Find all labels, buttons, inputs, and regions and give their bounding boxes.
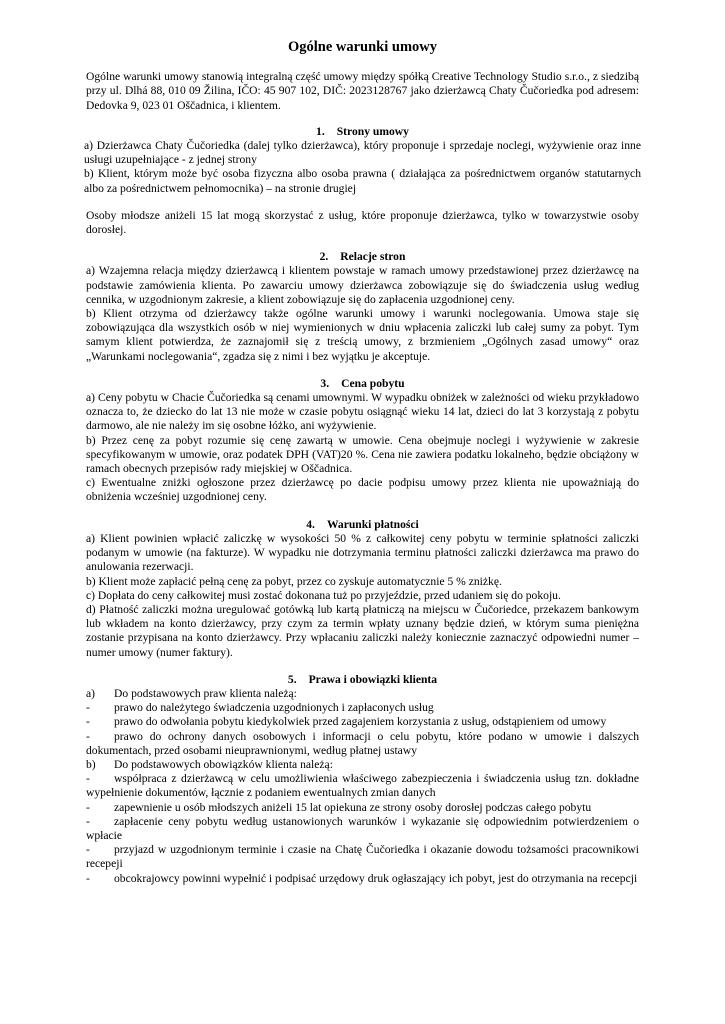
section-item: c) Ewentualne zniżki ogłoszone przez dzierżawcę po dacie podpisu umowy przez klienta nie upoważniają do obniżenia wcześniej uzgodnionej ceny. <box>86 476 639 504</box>
section-cena-pobytu <box>86 377 639 505</box>
list-item-wrapped: - przyjazd w uzgodnionym terminie i czasie na Chatę Čučoriedka i okazanie dowodu tożsamości pracownikowi recepeji <box>86 843 639 871</box>
section-heading: 5. Prawa i obowiązki klienta <box>287 672 438 686</box>
section-note: Osoby młodsze aniżeli 15 lat mogą skorzystać z usług, które proponuje dzierżawca, tylko w towarzystwie osoby dorosłej. <box>86 208 639 237</box>
section-item: c) Dopłata do ceny całkowitej musi zostać dokonana tuż po przyjeździe, przed udaniem się do pokoju. <box>86 588 561 602</box>
section-warunki-platnosci <box>86 518 639 660</box>
section-item: b) Klient otrzyma od dzierżawcy także ogólne warunki umowy i warunki noclegowania. Umowa staje się zobowiązująca dla wszystkich osób w niej wymienionych w dniu wpłacenia zaliczki lub całej sumy za pobyt. Tym samym klient potwierdza, że zaznajomił się z treścią umowy, z brzmieniem „Ogólnych zasad umowy“ oraz „Warunkami noclegowania“, zgadza się z nimi i bez wyjątku je akceptuje. <box>86 307 639 363</box>
section-item: b) Przez cenę za pobyt rozumie się cenę zawartą w umowie. Cena obejmuje noclegi i wyżywienie w zakresie specyfikowanym w umowie, oraz podatek DPH (VAT)20 %. Cena nie zawiera podatku lokalneho, będzie obciążony w ramach obecnych przepisów rady miejskiej w Oščadnica. <box>86 433 639 476</box>
section-item: a) Dzierżawca Chaty Čučoriedka (dalej tylko dzierżawca), który proponuje i sprzedaje noclegi, wyżywienie oraz inne usługi uzupełniające - z jednej strony <box>84 139 641 167</box>
section-heading: 4. Warunki płatności <box>306 517 419 531</box>
section-item: a) Klient powinien wpłacić zaliczkę w wysokości 50 % z całkowitej ceny pobytu w terminie spłatności zaliczki podanym w umowie (na fakturze). W wypadku nie dotrzymania terminu płatności zaliczki dzierżawca ma prawo do anulowania rezerwacji. <box>86 531 639 574</box>
intro-paragraph: Ogólne warunki umowy stanowią integralną część umowy między spółką Creative Technology Studio s.r.o., z siedzibą przy ul. Dlhá 88, 010 09 Žilina, IČO: 45 907 102, DIČ: 2023128767 jako dzierżawcą Chaty Čučoriedka pod adresem: Dedovka 9, 023 01 Oščadnica, i klientem. <box>86 70 639 112</box>
list-item: - zapewnienie u osób młodszych aniżeli 15 lat opiekuna ze strony osoby dorosłej podczas całego pobytu <box>86 800 592 814</box>
section-item: a) Wzajemna relacja między dzierżawcą i klientem powstaje w ramach umowy przedstawionej przez dzierżawcę na podstawie zamówienia klienta. Po zawarciu umowy dzierżawca zobowiązuje się do świadczenia usług według cennika, w uzgodnionym zakresie, a klient zobowiązuje się do zapłacenia uzgodnionej ceny. <box>86 264 639 306</box>
section-item: d) Płatność zaliczki można uregulować gotówką lub kartą płatniczą na miejscu w Čučoriedce, przekazem bankowym lub wkładem na konto dzierżawcy, przy czym za termin wpłaty uznany będzie dzień, w którym suma pieniężna zostanie przypisana na konto dzierżawcy. Przy wpłacaniu zaliczki należy koniecznie zaznaczyć odpowiedni numer – numer umowy (numer faktury). <box>86 602 639 659</box>
section-heading: 2. Relacje stron <box>319 250 406 264</box>
section-strony-umowy <box>86 125 639 237</box>
document-page <box>86 36 639 886</box>
list-item: b) Do podstawowych obowiązków klienta należą: <box>86 757 333 771</box>
section-heading: 1. Strony umowy <box>316 124 409 138</box>
list-item-wrapped: - obcokrajowcy powinni wypełnić i podpisać urzędowy druk ogłaszający ich pobyt, jest do otrzymania na recepcji <box>86 871 638 885</box>
list-item: - prawo do odwołania pobytu kiedykolwiek przed zagajeniem korzystania z usług, odstąpieniem od umowy <box>86 715 607 729</box>
list-item-wrapped: - współpraca z dzierżawcą w celu umożliwienia właściwego zabezpieczenia i świadczenia usług tzn. dokładne wypełnienie dokumentów, łącznie z podaniem ewentualnych zmian danych <box>86 772 639 800</box>
document-title: Ogólne warunki umowy <box>287 39 438 55</box>
list-item-wrapped: - prawo do ochrony danych osobowych i informacji o celu pobytu, które podano w umowie i dalszych dokumentach, przed osobami nieuprawnionymi, według płatnej ustawy <box>86 729 639 757</box>
list-item: a) Do podstawowych praw klienta należą: <box>86 686 297 700</box>
list-item-wrapped: - zapłacenie ceny pobytu według ustanowionych warunków i wykazanie się odpowiednim potwierdzeniem o wpłacie <box>86 814 639 842</box>
section-prawa-obowiazki <box>86 673 639 886</box>
section-heading: 3. Cena pobytu <box>320 376 405 390</box>
section-item: a) Ceny pobytu w Chacie Čučoriedka są cenami umownymi. W wypadku obniżek w zależności od wieku przykładowo oznacza to, że dziecko do lat 13 nie może w czasie pobytu osiągnąć wieku 14 lat, dzieci do lat 3 korzystają z pobytu darmowo, ale nie należy im się osobne łóżko, ani wyżywienie. <box>86 391 639 433</box>
section-item: b) Klient, którym może być osoba fizyczna albo osoba prawna ( działająca za pośrednictwem organów statutarnych albo za pośrednictwem pełnomocnika) – na stronie drugiej <box>84 167 641 195</box>
section-relacje-stron <box>86 250 639 364</box>
section-item: b) Klient może zapłacić pełną cenę za pobyt, przez co zyskuje automatycznie 5 % zniżkę. <box>86 574 502 588</box>
list-item: - prawo do należytego świadczenia uzgodnionych i zapłaconych usług <box>86 701 434 715</box>
